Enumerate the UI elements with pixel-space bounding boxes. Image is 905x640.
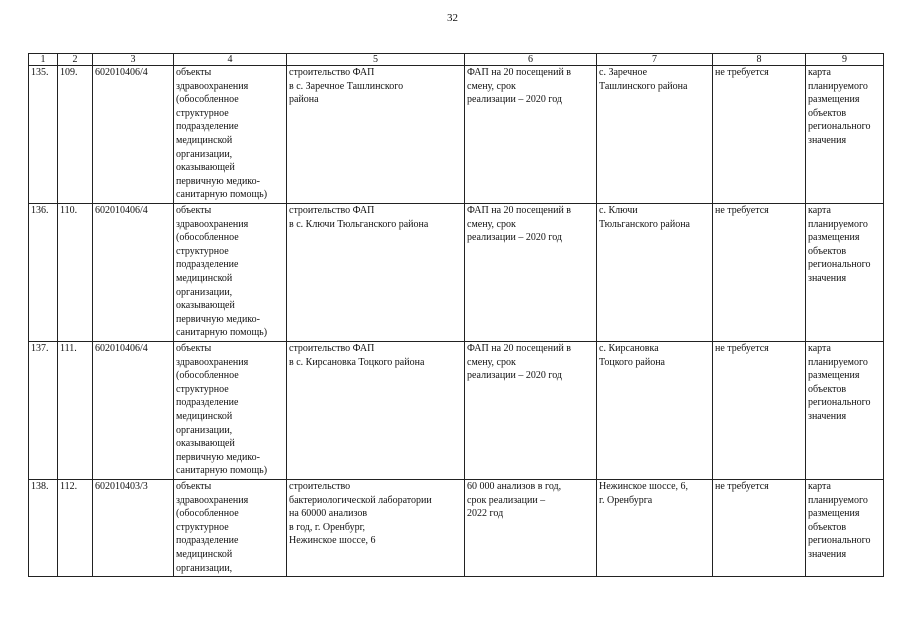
column-header: 5 <box>287 54 465 66</box>
object-code: 602010403/3 <box>93 480 174 577</box>
object-location: с. Заречное Ташлинского района <box>597 66 713 204</box>
object-capacity: ФАП на 20 посещений в смену, срок реализации – 2020 год <box>465 66 597 204</box>
object-code: 602010406/4 <box>93 204 174 342</box>
page-number: 32 <box>447 12 458 24</box>
object-code: 602010406/4 <box>93 66 174 204</box>
row-sub-number: 109. <box>58 66 93 204</box>
row-number: 138. <box>29 480 58 577</box>
column-header: 6 <box>465 54 597 66</box>
row-sub-number: 111. <box>58 342 93 480</box>
table-row <box>29 480 884 577</box>
column-header: 8 <box>713 54 806 66</box>
column-header: 9 <box>806 54 884 66</box>
object-type: объекты здравоохранения (обособленное структурное подразделение медицинской организации, оказывающей первичную медико- санитарную помощь) <box>174 66 287 204</box>
column-header: 4 <box>174 54 287 66</box>
table-row <box>29 204 884 342</box>
object-location: с. Ключи Тюльганского района <box>597 204 713 342</box>
object-capacity: ФАП на 20 посещений в смену, срок реализации – 2020 год <box>465 204 597 342</box>
table-row <box>29 66 884 204</box>
object-name: строительство ФАП в с. Кирсановка Тоцкого района <box>287 342 465 480</box>
table-row <box>29 342 884 480</box>
object-capacity: 60 000 анализов в год, срок реализации – 2022 год <box>465 480 597 577</box>
row-sub-number: 110. <box>58 204 93 342</box>
table-header-row <box>29 54 884 66</box>
column-header: 7 <box>597 54 713 66</box>
map-reference: карта планируемого размещения объектов регионального значения <box>806 480 884 577</box>
row-number: 136. <box>29 204 58 342</box>
zone-requirement: не требуется <box>713 480 806 577</box>
map-reference: карта планируемого размещения объектов регионального значения <box>806 342 884 480</box>
object-location: с. Кирсановка Тоцкого района <box>597 342 713 480</box>
row-number: 137. <box>29 342 58 480</box>
column-header: 2 <box>58 54 93 66</box>
object-type: объекты здравоохранения (обособленное структурное подразделение медицинской организации, оказывающей первичную медико- санитарную помощь) <box>174 342 287 480</box>
zone-requirement: не требуется <box>713 342 806 480</box>
map-reference: карта планируемого размещения объектов регионального значения <box>806 204 884 342</box>
object-name: строительство ФАП в с. Заречное Ташлинского района <box>287 66 465 204</box>
object-name: строительство ФАП в с. Ключи Тюльганского района <box>287 204 465 342</box>
object-code: 602010406/4 <box>93 342 174 480</box>
map-reference: карта планируемого размещения объектов регионального значения <box>806 66 884 204</box>
object-type: объекты здравоохранения (обособленное структурное подразделение медицинской организации, <box>174 480 287 577</box>
row-number: 135. <box>29 66 58 204</box>
object-location: Нежинское шоссе, 6, г. Оренбурга <box>597 480 713 577</box>
object-name: строительство бактериологической лаборатории на 60000 анализов в год, г. Оренбург, Нежинское шоссе, 6 <box>287 480 465 577</box>
zone-requirement: не требуется <box>713 204 806 342</box>
object-type: объекты здравоохранения (обособленное структурное подразделение медицинской организации, оказывающей первичную медико- санитарную помощь) <box>174 204 287 342</box>
object-capacity: ФАП на 20 посещений в смену, срок реализации – 2020 год <box>465 342 597 480</box>
column-header: 3 <box>93 54 174 66</box>
column-header: 1 <box>29 54 58 66</box>
row-sub-number: 112. <box>58 480 93 577</box>
objects-table <box>28 53 884 577</box>
zone-requirement: не требуется <box>713 66 806 204</box>
